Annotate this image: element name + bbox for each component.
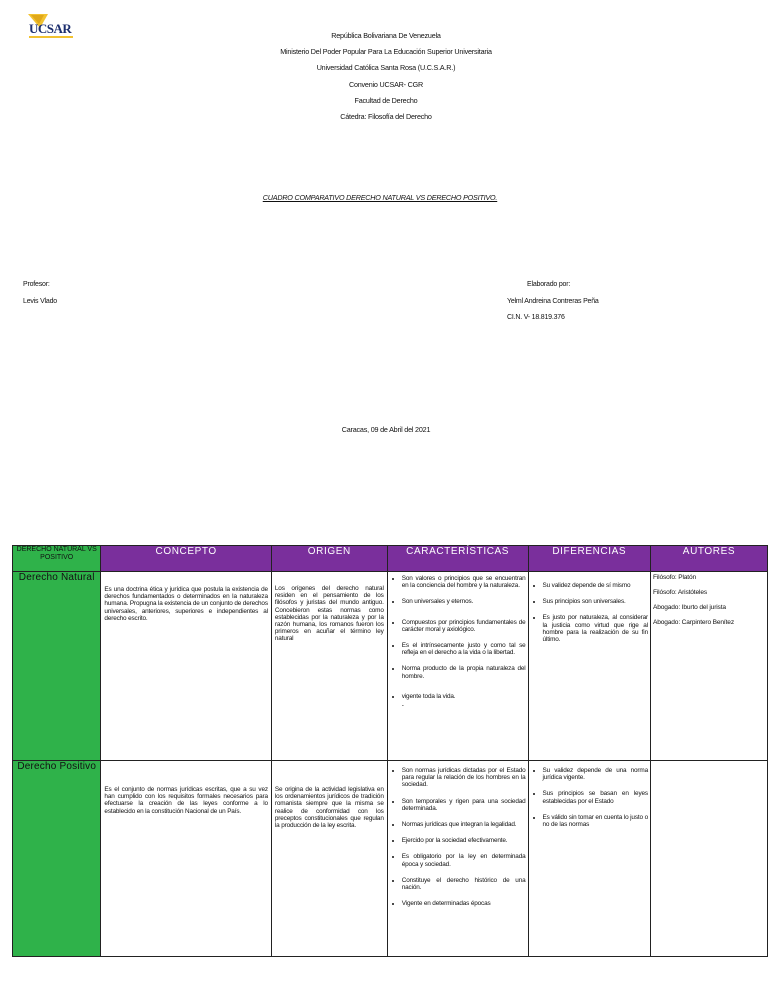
- header-autores: AUTORES: [650, 546, 767, 572]
- autores-list: [651, 572, 767, 626]
- ucsar-logo-graphic: [26, 12, 78, 46]
- header-derecho-natural-vs-positivo: DERECHO NATURAL VS POSITIVO: [13, 546, 101, 572]
- concepto-text: Es el conjunto de normas jurídicas escritas, que a su vez han cumplido con los requisitos formales necesarios para efectuarse la creación de las leyes conforme a lo establecido en la constitución Nacional de un País.: [104, 786, 268, 815]
- table-header-row: [13, 546, 768, 572]
- origen-derecho-positivo: [271, 761, 387, 957]
- elaborado-name: Yelml Andreina Contreras Peña: [507, 297, 599, 305]
- svg-text:UCSAR: UCSAR: [29, 21, 72, 36]
- elaborado-label: Elaborado por:: [527, 281, 571, 288]
- autores-derecho-positivo: [650, 761, 767, 957]
- concepto-derecho-natural: [101, 572, 271, 761]
- ucsar-logo: [26, 12, 78, 46]
- concepto-derecho-positivo: [101, 761, 271, 957]
- header-origen: ORIGEN: [271, 546, 387, 572]
- origen-text: Los orígenes del derecho natural residen en el pensamiento de los filósofos y juristas del mundo antiguo. Concebieron estas normas como establecidas por la naturaleza y por la razón humana, los romanos fueron los primeros en acuñar el término ley natural: [274, 585, 384, 643]
- institution-header: [200, 28, 572, 125]
- list-item: • Normas jurídicas que integran la legalidad.: [402, 821, 526, 828]
- list-item: • vigente toda la vida.: [402, 693, 526, 700]
- header-line-faculty: Facultad de Derecho: [354, 95, 418, 105]
- list-item: Filósofo: Aristóteles: [652, 589, 707, 596]
- list-item: • Ejercido por la sociedad efectivamente.: [402, 837, 526, 844]
- list-item: • Son valores o principios que se encuentran en la conciencia del hombre y la naturaleza.: [402, 575, 526, 589]
- list-item: • Su validez depende de una norma jurídica vigente.: [543, 767, 648, 781]
- header-line-university: Universidad Católica Santa Rosa (U.C.S.A.R.): [316, 63, 456, 73]
- header-line-ministry: Ministerio Del Poder Popular Para La Educación Superior Universitaria: [280, 47, 492, 57]
- list-item: • Es el intrínsecamente justo y como tal se refleja en el derecho a la vida o la libertad.: [402, 642, 526, 656]
- diferencias-derecho-positivo: [528, 761, 650, 957]
- caracteristicas-derecho-natural: [387, 572, 528, 761]
- caracteristicas-derecho-positivo: [387, 761, 528, 957]
- list-item: • Su validez depende de sí mismo: [543, 582, 648, 589]
- origen-text: Se origina de la actividad legislativa en los ordenamientos jurídicos de tradición romanista siempre que la misma se realice de conformidad con los preceptos constitucionales que regulan la producción de la ley escrita.: [274, 786, 384, 830]
- document-title: CUADRO COMPARATIVO DERECHO NATURAL VS DERECHO POSITIVO.: [262, 193, 498, 202]
- list-item: • Es justo por naturaleza, al considerar la justicia como virtud que rige al hombre para la realización de su fin último.: [543, 614, 648, 643]
- header-line-republic: República Bolivariana De Venezuela: [331, 31, 441, 40]
- list-item: • Compuestos por principios fundamentales de carácter moral y axiológico.: [402, 619, 526, 633]
- header-line-chair: Cátedra: Filosofía del Derecho: [340, 111, 432, 121]
- list-item: • Es válido sin tomar en cuenta lo justo o no de las normas: [543, 814, 648, 828]
- row-label-derecho-positivo: Derecho Positivo: [13, 761, 101, 957]
- document-date: Caracas, 09 de Abril del 2021: [341, 425, 431, 434]
- concepto-text: Es una doctrina ética y jurídica que postula la existencia de derechos fundamentados o determinados en la naturaleza humana. Propugna la existencia de un conjunto de derechos universales, anteriores, superiores e independientes al derecho escrito.: [104, 586, 268, 622]
- comparison-table: [12, 545, 768, 957]
- caracteristicas-list: [388, 572, 528, 700]
- diferencias-list: [529, 761, 650, 828]
- list-item: Abogado: Carpintero Benítez: [652, 619, 734, 626]
- table-row-derecho-positivo: [13, 761, 768, 957]
- profesor-block: [23, 277, 57, 310]
- list-item: • Son universales y eternos.: [402, 598, 526, 605]
- caracteristicas-list: [388, 761, 528, 907]
- header-line-convenio: Convenio UCSAR- CGR: [348, 79, 424, 89]
- profesor-name: Levis Vlado: [23, 297, 57, 305]
- list-item: Abogado: Iburto del jurista: [652, 604, 726, 611]
- autores-derecho-natural: [650, 572, 767, 761]
- list-item: • Sus principios son universales.: [543, 598, 648, 605]
- list-item: • Sus principios se basan en leyes establecidas por el Estado: [543, 790, 648, 804]
- diferencias-list: [529, 572, 650, 643]
- header-diferencias: DIFERENCIAS: [528, 546, 650, 572]
- caracteristicas-dash: -: [401, 702, 404, 710]
- list-item: • Son normas jurídicas dictadas por el Estado para regular la relación de los hombres en la sociedad.: [402, 767, 526, 789]
- elaborado-ci: CI.N. V- 18.819.376: [507, 314, 565, 321]
- profesor-label: Profesor:: [23, 281, 50, 288]
- list-item: • Son temporales y rigen para una sociedad determinada.: [402, 798, 526, 812]
- list-item: • Vigente en determinadas épocas: [402, 900, 526, 907]
- list-item: • Es obligatorio por la ley en determinada época y sociedad.: [402, 853, 526, 867]
- origen-derecho-natural: [271, 572, 387, 761]
- list-item: Filósofo: Platón: [652, 574, 697, 581]
- diferencias-derecho-natural: [528, 572, 650, 761]
- header-caracteristicas: CARACTERÍSTICAS: [387, 546, 528, 572]
- list-item: • Constituye el derecho histórico de una nación.: [402, 877, 526, 891]
- row-label-derecho-natural: Derecho Natural: [13, 572, 101, 761]
- header-concepto: CONCEPTO: [101, 546, 271, 572]
- elaborado-block: [507, 277, 599, 327]
- list-item: • Norma producto de la propia naturaleza del hombre.: [402, 665, 526, 679]
- table-row-derecho-natural: [13, 572, 768, 761]
